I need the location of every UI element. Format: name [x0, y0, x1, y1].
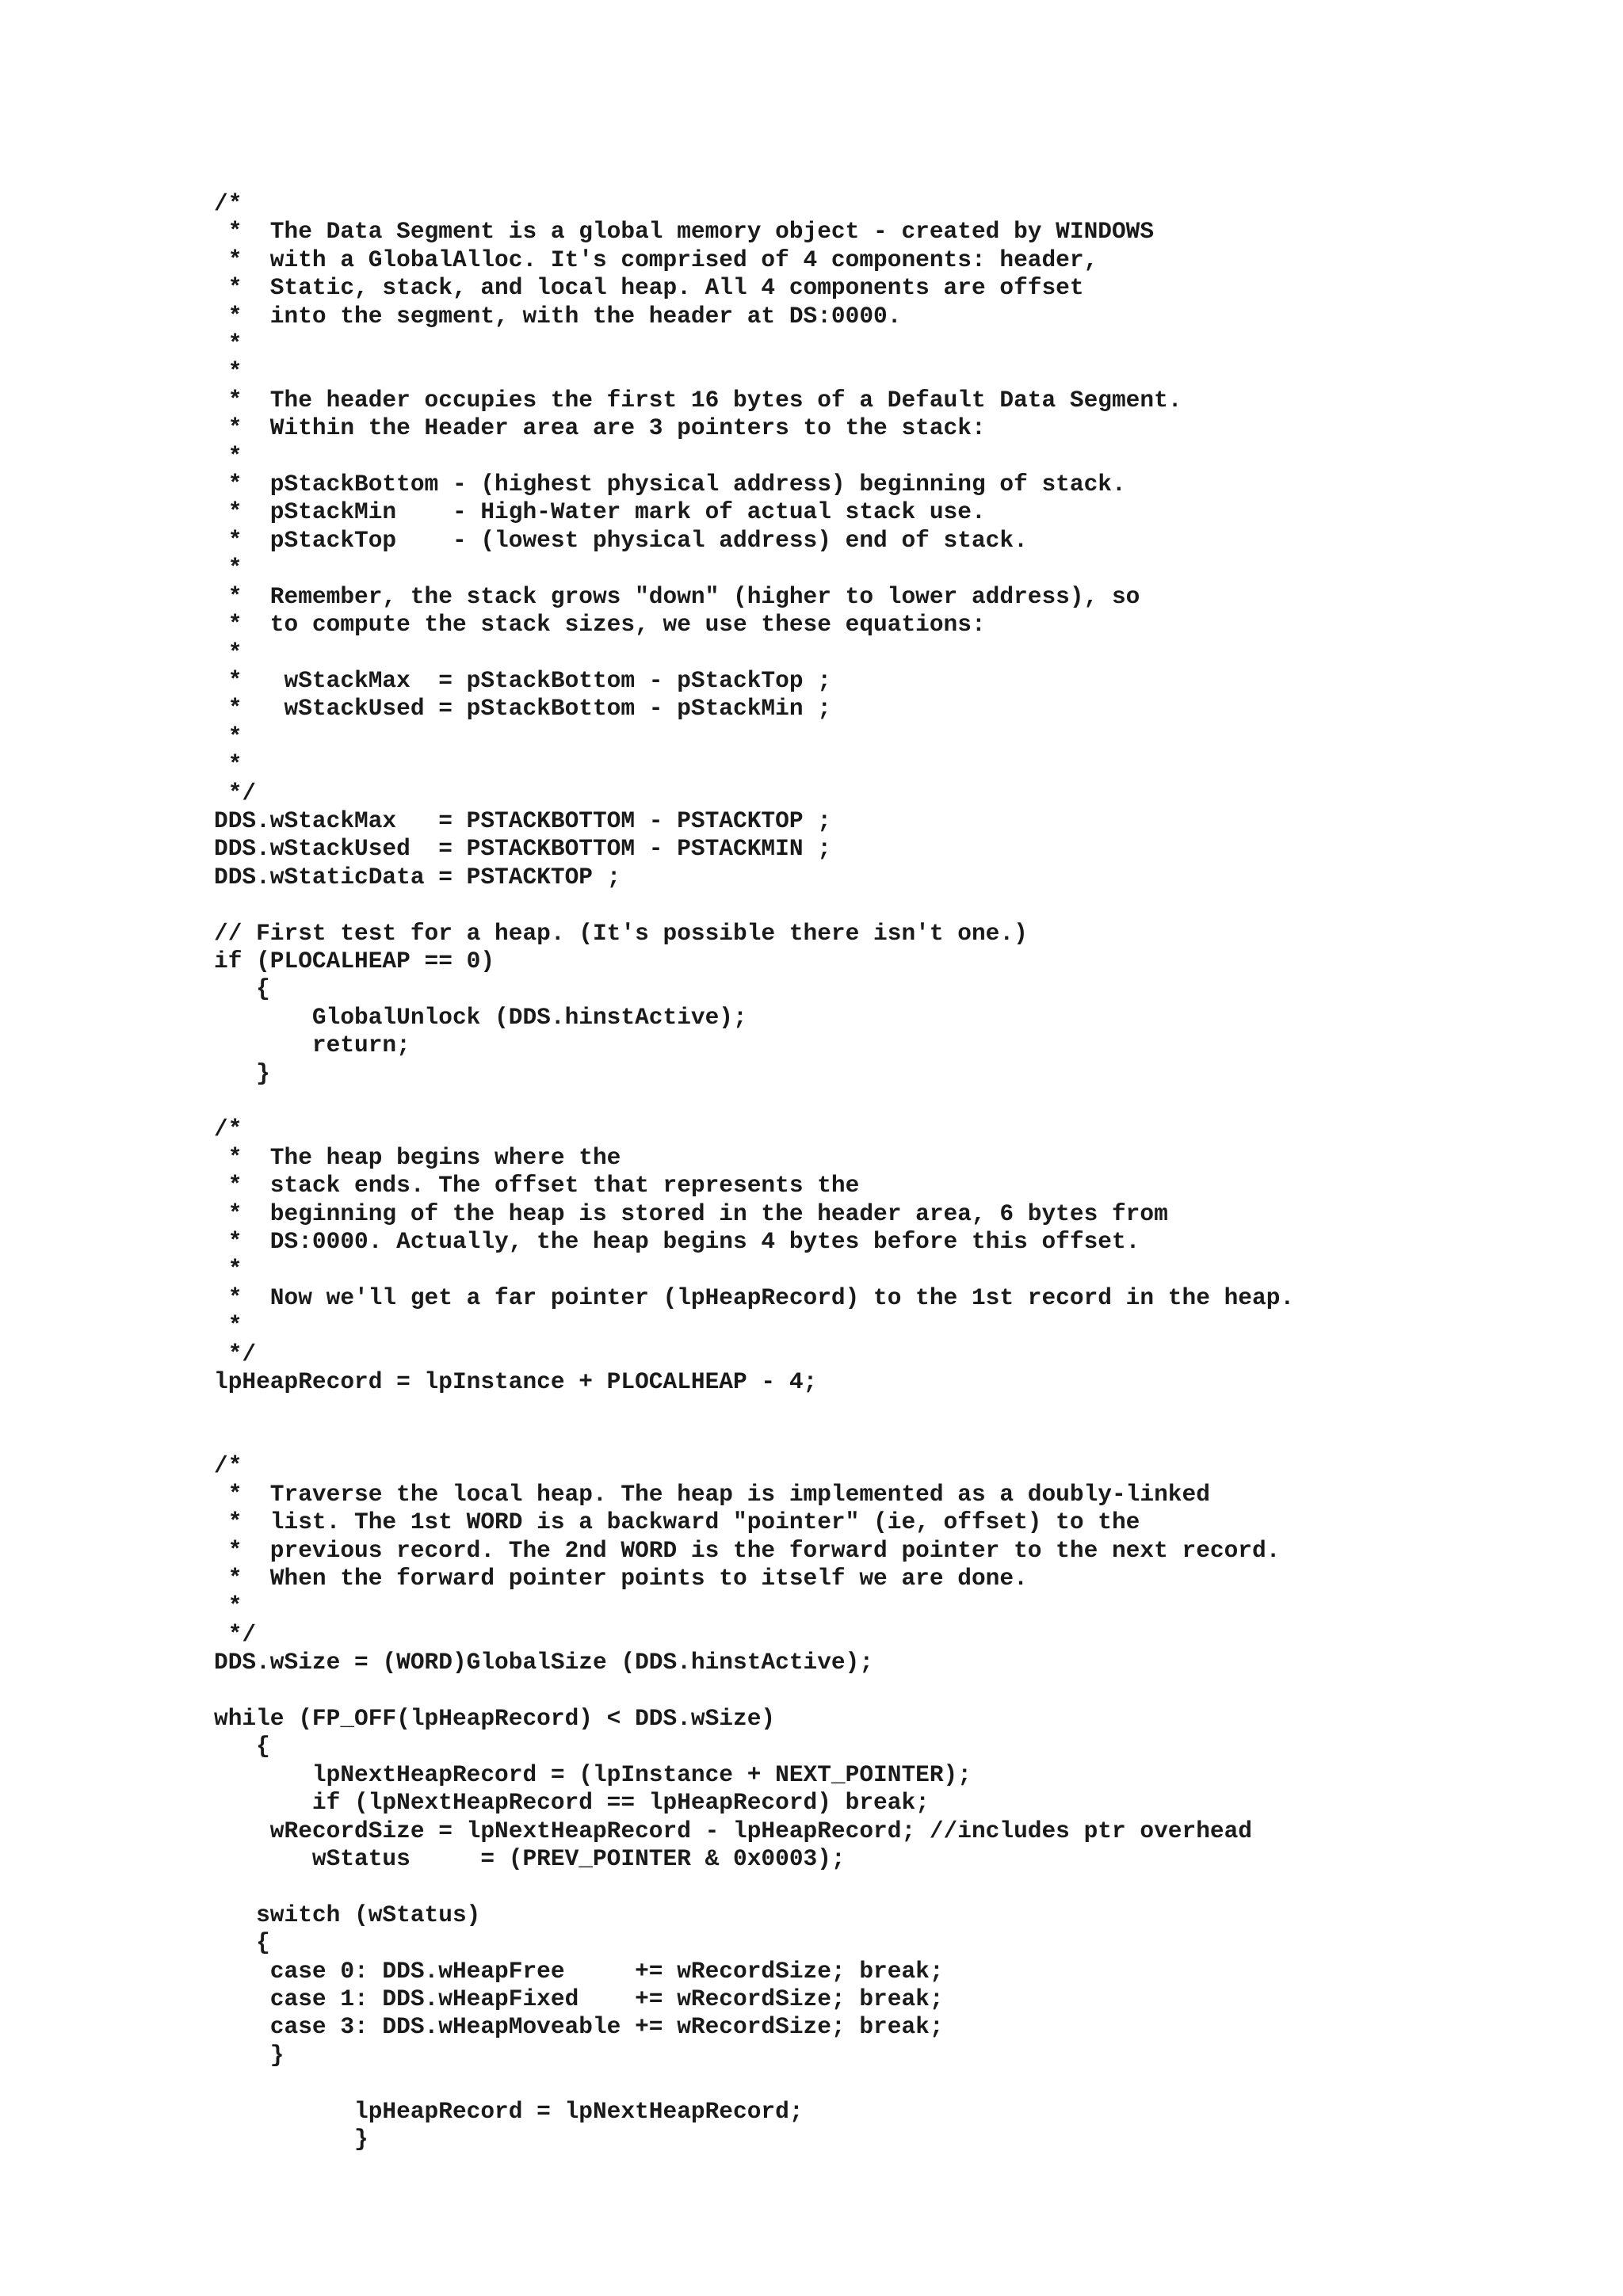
- code-line: *: [214, 751, 242, 779]
- code-line: lpNextHeapRecord = (lpInstance + NEXT_POINTER);: [214, 1760, 972, 1788]
- code-line: {: [214, 975, 270, 1003]
- code-line: *: [214, 639, 242, 666]
- code-line: wStatus = (PREV_POINTER & 0x0003);: [214, 1844, 846, 1872]
- code-line: case 3: DDS.wHeapMoveable += wRecordSize; break;: [214, 2013, 944, 2041]
- code-line: * Traverse the local heap. The heap is implemented as a doubly-linked: [214, 1480, 1210, 1508]
- code-line: [214, 1088, 1593, 1116]
- code-line: if (PLOCALHEAP == 0): [214, 947, 495, 974]
- code-line: wRecordSize = lpNextHeapRecord - lpHeapRecord; //includes ptr overhead: [214, 1817, 1253, 1844]
- code-line: DDS.wSize = (WORD)GlobalSize (DDS.hinstActive);: [214, 1649, 874, 1676]
- code-line: * to compute the stack sizes, we use these equations:: [214, 611, 986, 639]
- code-line: * Within the Header area are 3 pointers to the stack:: [214, 414, 986, 442]
- code-line: /*: [214, 190, 242, 217]
- code-line: */: [214, 779, 257, 807]
- code-line: *: [214, 1312, 242, 1340]
- code-line: }: [214, 1059, 270, 1087]
- code-line: *: [214, 555, 242, 582]
- code-line: }: [214, 2041, 285, 2069]
- code-line: * The Data Segment is a global memory object - created by WINDOWS: [214, 218, 1155, 246]
- code-line: [214, 1873, 1593, 1901]
- code-line: * wStackMax = pStackBottom - pStackTop ;: [214, 666, 831, 694]
- code-line: case 0: DDS.wHeapFree += wRecordSize; break;: [214, 1957, 944, 1985]
- code-line: DDS.wStackUsed = PSTACKBOTTOM - PSTACKMIN ;: [214, 835, 831, 863]
- code-line: DDS.wStaticData = PSTACKTOP ;: [214, 863, 621, 891]
- code-line: [214, 1425, 1593, 1452]
- code-line: * The heap begins where the: [214, 1143, 621, 1171]
- code-line: [214, 1396, 1593, 1424]
- code-line: [214, 2069, 1593, 2097]
- code-line: * into the segment, with the header at DS:0000.: [214, 302, 902, 330]
- code-line: * DS:0000. Actually, the heap begins 4 bytes before this offset.: [214, 1228, 1140, 1256]
- code-line: case 1: DDS.wHeapFixed += wRecordSize; break;: [214, 1985, 944, 2012]
- code-line: * Remember, the stack grows "down" (higher to lower address), so: [214, 582, 1140, 610]
- code-line: return;: [214, 1032, 411, 1059]
- code-line: */: [214, 1340, 257, 1367]
- code-line: GlobalUnlock (DDS.hinstActive);: [214, 1003, 747, 1031]
- code-line: [214, 1677, 1593, 1705]
- code-line: while (FP_OFF(lpHeapRecord) < DDS.wSize): [214, 1704, 776, 1732]
- code-line: DDS.wStackMax = PSTACKBOTTOM - PSTACKTOP ;: [214, 807, 831, 834]
- code-line: if (lpNextHeapRecord == lpHeapRecord) break;: [214, 1789, 930, 1817]
- code-line: * pStackMin - High-Water mark of actual stack use.: [214, 498, 986, 526]
- code-line: * with a GlobalAlloc. It's comprised of 4 components: header,: [214, 246, 1098, 273]
- code-line: *: [214, 1256, 242, 1283]
- code-listing: [214, 190, 1593, 2153]
- code-line: * previous record. The 2nd WORD is the forward pointer to the next record.: [214, 1536, 1281, 1564]
- code-line: {: [214, 1929, 270, 1957]
- code-line: * beginning of the heap is stored in the header area, 6 bytes from: [214, 1199, 1168, 1227]
- code-line: *: [214, 442, 242, 470]
- code-line: *: [214, 358, 242, 386]
- code-line: [214, 891, 1593, 919]
- code-line: * When the forward pointer points to itself we are done.: [214, 1564, 1028, 1592]
- code-line: /*: [214, 1116, 242, 1143]
- code-line: }: [214, 2126, 369, 2153]
- code-line: * Now we'll get a far pointer (lpHeapRecord) to the 1st record in the heap.: [214, 1283, 1295, 1311]
- code-line: lpHeapRecord = lpNextHeapRecord;: [214, 2097, 804, 2125]
- code-line: * wStackUsed = pStackBottom - pStackMin ;: [214, 695, 831, 723]
- code-line: *: [214, 1592, 242, 1620]
- code-line: // First test for a heap. (It's possible there isn't one.): [214, 919, 1028, 947]
- code-line: * Static, stack, and local heap. All 4 components are offset: [214, 274, 1084, 302]
- code-line: * pStackTop - (lowest physical address) end of stack.: [214, 526, 1028, 554]
- code-line: /*: [214, 1452, 242, 1480]
- code-line: *: [214, 330, 242, 358]
- code-line: switch (wStatus): [214, 1901, 481, 1928]
- code-line: *: [214, 723, 242, 750]
- code-line: */: [214, 1620, 257, 1648]
- code-line: * stack ends. The offset that represents the: [214, 1172, 860, 1199]
- code-line: lpHeapRecord = lpInstance + PLOCALHEAP - 4;: [214, 1368, 818, 1396]
- code-line: * The header occupies the first 16 bytes of a Default Data Segment.: [214, 386, 1182, 414]
- code-line: * pStackBottom - (highest physical address) beginning of stack.: [214, 471, 1126, 498]
- code-line: {: [214, 1733, 270, 1760]
- code-line: * list. The 1st WORD is a backward "pointer" (ie, offset) to the: [214, 1508, 1140, 1536]
